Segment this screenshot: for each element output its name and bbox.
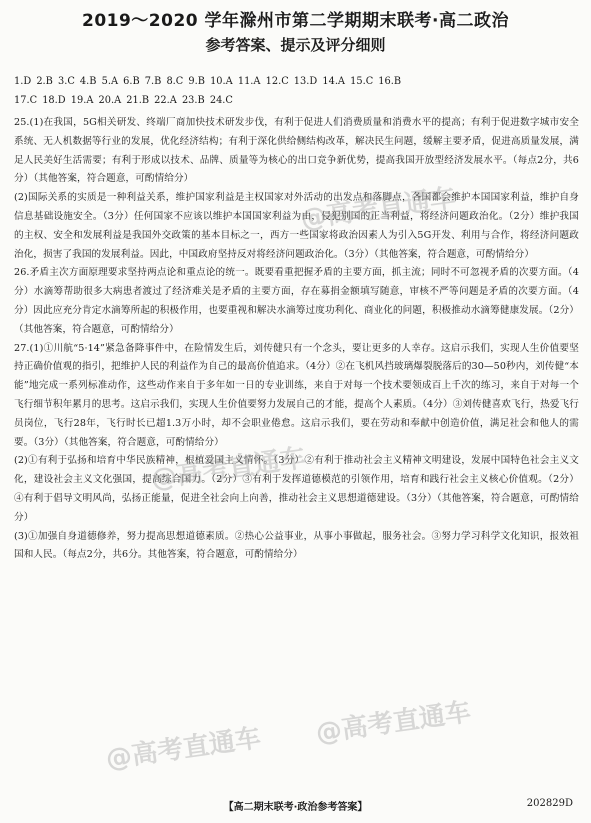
page-title: 2019～2020 学年滁州市第二学期期末联考·高二政治 [81, 11, 509, 31]
watermark-left: @高考直通车 [104, 723, 263, 775]
answer-25-2: (2)国际关系的实质是一种利益关系，维护国家利益是主权国家对外活动的出发点和落脚点，各国都会维护本国国家利益，维护自身信息基础设施安全。（3分）任何国家不应该以维护本国国家利益为由，侵犯别国的正当利益，将经济问题政治化。（2分）维护我国的主权、安全和发展利益是我国外交政策的基本目标之一，西方一些国家将政治因素人为引入5G开发、利用与合作，将经济问题政治化，损害了我国的发展利益。因此，中国政府坚持反对将经济问题政治化。（3分）（其他答案，符合题意，可酌情给分） [14, 192, 579, 260]
watermark-middle: @高考直通车 [149, 443, 308, 495]
answer-26: 26.矛盾主次方面原理要求坚持两点论和重点论的统一。既要看重把握矛盾的主要方面，抓主流；同时不可忽视矛盾的次要方面。（4分）水滴筹帮助很多大病患者渡过了经济难关是矛盾的主要方面，存在募捐金额填写随意，审核不严等问题是矛盾的次要方面。（4分）因此应充分肯定水滴筹所起的积极作用，也要重视和解决水滴筹过度功利化、商业化的问题，积极推动水滴筹健康发展。（2分）（其他答案，符合题意，可酌情给分） [14, 267, 579, 335]
subjective-answers [14, 114, 579, 565]
answer-key-line-2: 17.C 18.D 19.A 20.A 21.B 22.A 23.B 24.C [14, 95, 233, 106]
answer-25-1: 25.(1)在我国，5G相关研发、终端厂商加快技术研发步伐，有利于促进人们消费质量和消费水平的提高；有利于促进数字城市安全系统、无人机数据等行业的发展，优化经济结构；有利于深化供给侧结构改革，解决民生问题，缓解主要矛盾，促进高质量发展，满足人民美好生活需要；有利于形成以技术、品牌、质量等为核心的出口竞争新优势，提高我国开放型经济发展水平。（每点2分，共6分）（其他答案，符合题意，可酌情给分） [14, 117, 579, 185]
choice-answer-key [14, 72, 579, 110]
footer-label: 【高二期末联考·政治参考答案】 [223, 802, 368, 813]
answer-key-line-1: 1.D 2.B 3.C 4.B 5.A 6.B 7.B 8.C 9.B 10.A 11.A 12.C 13.D 14.A 15.C 16.B [14, 76, 402, 87]
answer-27-2: (2)①有利于弘扬和培育中华民族精神，根植爱国主义情怀。（3分）②有利于推动社会主义精神文明建设，发展中国特色社会主义文化，建设社会主义文化强国，提高综合国力。（2分）③有利于发挥道德模范的引领作用，培育和践行社会主义核心价值观。（2分）④有利于倡导文明风尚，弘扬正能量，促进全社会向上向善，推动社会主义思想道德建设。（3分）（其他答案，符合题意，可酌情给分） [14, 455, 579, 523]
watermark-right: @高考直通车 [314, 697, 473, 749]
answer-27-3: (3)①加强自身道德修养，努力提高思想道德素质。②热心公益事业，从事小事做起，服务社会。③努力学习科学文化知识，报效祖国和人民。（每点2分，共6分。其他答案，符合题意，可酌情给分） [14, 530, 579, 561]
watermark-top: @高考直通车 [299, 183, 458, 235]
document-code: 202829D [526, 798, 573, 809]
page-subtitle: 参考答案、提示及评分细则 [205, 36, 386, 54]
answer-27-1: 27.(1)①川航“5·14”紧急备降事件中，在险情发生后，刘传健只有一个念头，要让更多的人幸存。这启示我们，实现人生价值要坚持正确价值观的指引，把维护人民的利益作为自己的最高价值追求。（4分）②在飞机风挡玻璃爆裂脱落后的30—50秒内，刘传健“本能”地完成一系列标准动作，这些动作来自于多年如一日的专业训练，来自于对每一个技术要领成百上千次的练习，来自于对每一个飞行细节积年累月的思考。这启示我们，实现人生价值要努力发展自己的才能，提高个人素质。（4分）③刘传健喜欢飞行，热爱飞行员岗位，飞行28年，飞行时长已超1.3万小时，却不会职业倦怠。这启示我们，要在劳动和奉献中创造价值，满足社会和他人的需要。（3分）（其他答案，符合题意，可酌情给分） [14, 342, 579, 448]
